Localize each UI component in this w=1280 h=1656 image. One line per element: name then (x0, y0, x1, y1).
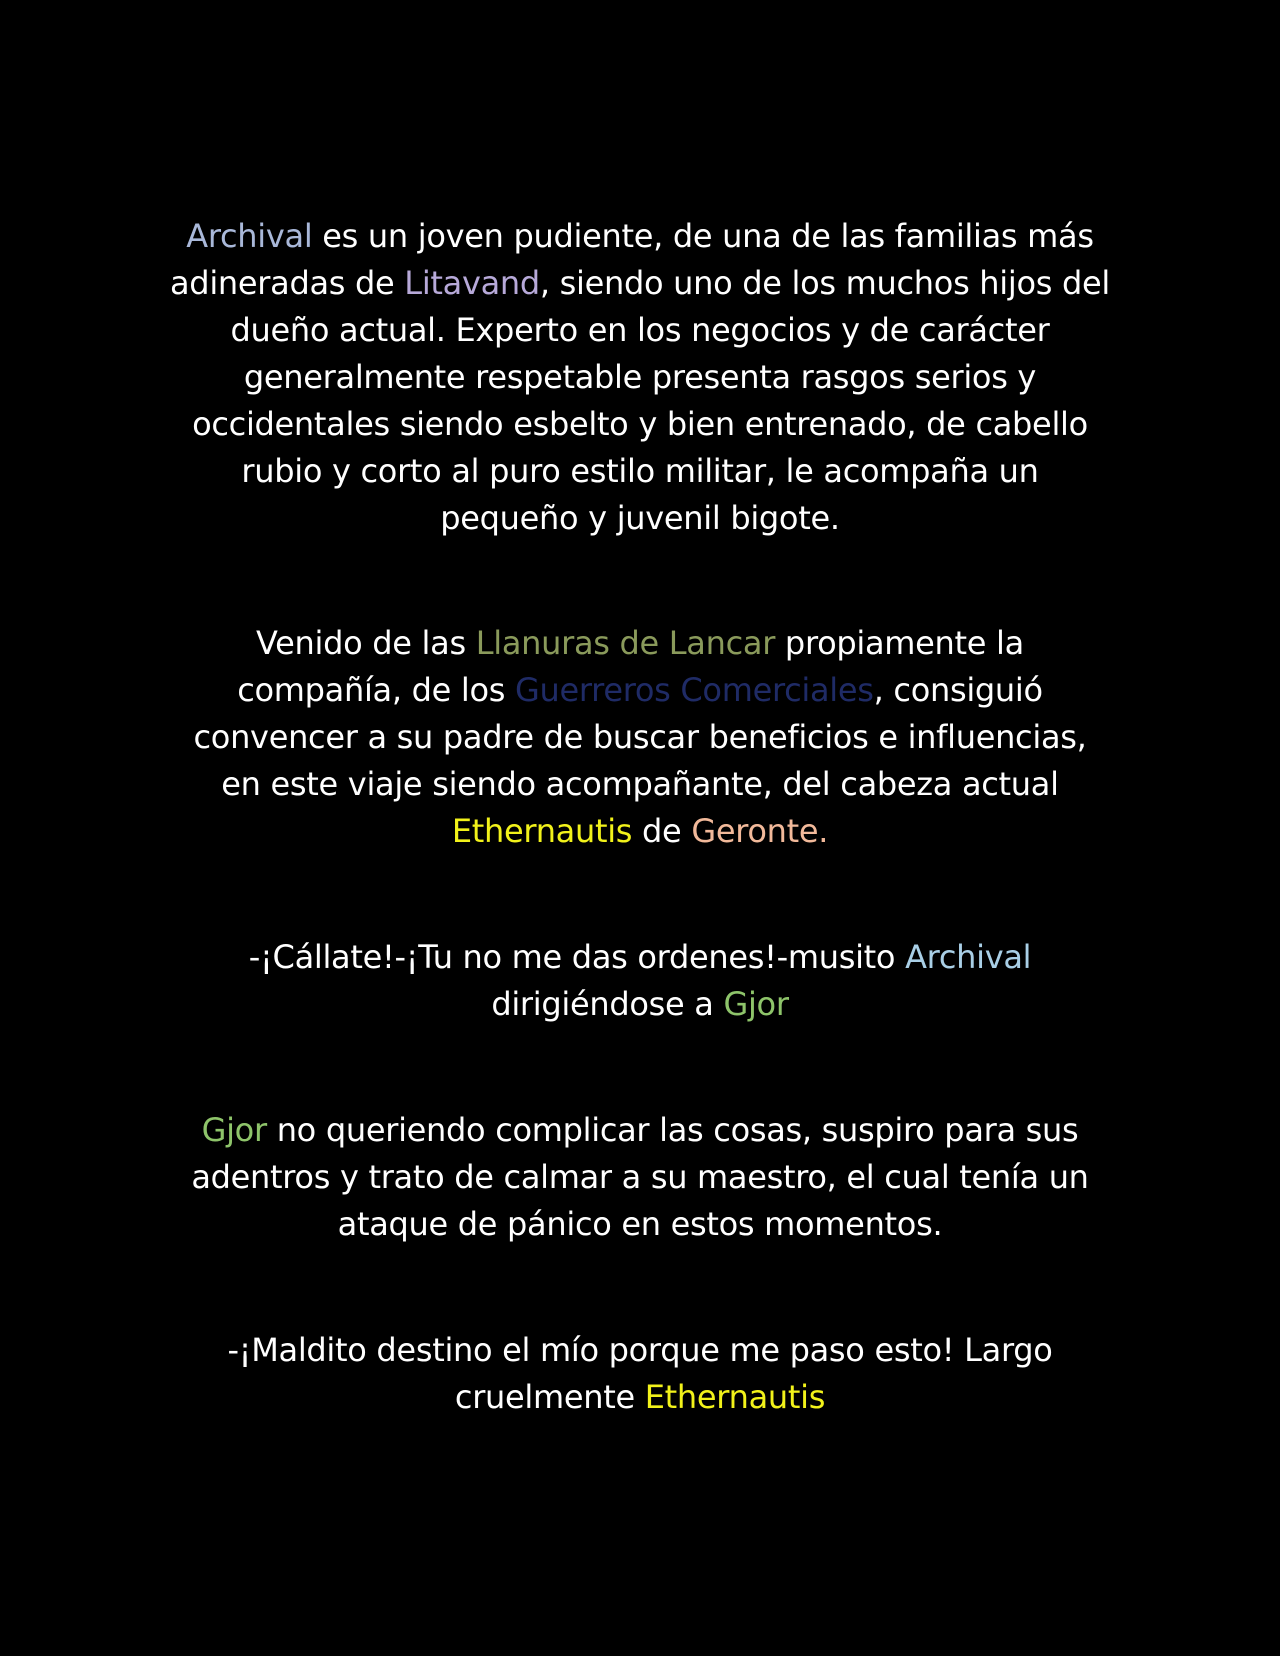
paragraph-text: no queriendo complicar las cosas, suspiro para sus adentros y trato de calmar a su maestro, el cual tenía un ataque de pánico en estos momentos. (191, 1111, 1089, 1243)
paragraph-5 (170, 1327, 1110, 1421)
paragraph-text: , siendo uno de los muchos hijos del dueño actual. Experto en los negocios y de carácter generalmente respetable presenta rasgos serios y occidentales siendo esbelto y bien entrenado, de cabello rubio y corto al puro estilo militar, le acompaña un pequeño y juvenil bigote. (192, 264, 1110, 537)
name-archival: Archival (186, 217, 313, 255)
paragraph-1 (170, 213, 1110, 542)
name-guerreros-comerciales: Guerreros Comerciales (515, 671, 874, 709)
name-llanuras-de-lancar: Llanuras de Lancar (475, 624, 776, 662)
paragraph-4 (170, 1107, 1110, 1248)
name-ethernautis: Ethernautis (451, 812, 633, 850)
name-geronte: Geronte. (691, 812, 829, 850)
paragraph-text: -¡Cállate!-¡Tu no me das ordenes!-musito (248, 938, 906, 976)
paragraph-text: dirigiéndose a (491, 985, 724, 1023)
name-gjor: Gjor (201, 1111, 267, 1149)
name-archival: Archival (905, 938, 1032, 976)
paragraph-3 (170, 934, 1110, 1028)
paragraph-2 (170, 620, 1110, 855)
paragraph-text: , consiguió convencer a su padre de buscar beneficios e influencias, en este viaje siendo acompañante, del cabeza actual (193, 671, 1087, 803)
name-ethernautis: Ethernautis (644, 1378, 826, 1416)
paragraph-text: Venido de las (256, 624, 476, 662)
name-gjor: Gjor (723, 985, 789, 1023)
paragraph-text: de (632, 812, 692, 850)
paragraph-text: -¡Maldito destino el mío porque me paso esto! Largo cruelmente (227, 1331, 1053, 1416)
name-litavand: Litavand (404, 264, 540, 302)
paragraph-text: es un joven pudiente, de una de las familias más adineradas de (170, 217, 1094, 302)
paragraph-text: propiamente la compañía, de los (237, 624, 1024, 709)
